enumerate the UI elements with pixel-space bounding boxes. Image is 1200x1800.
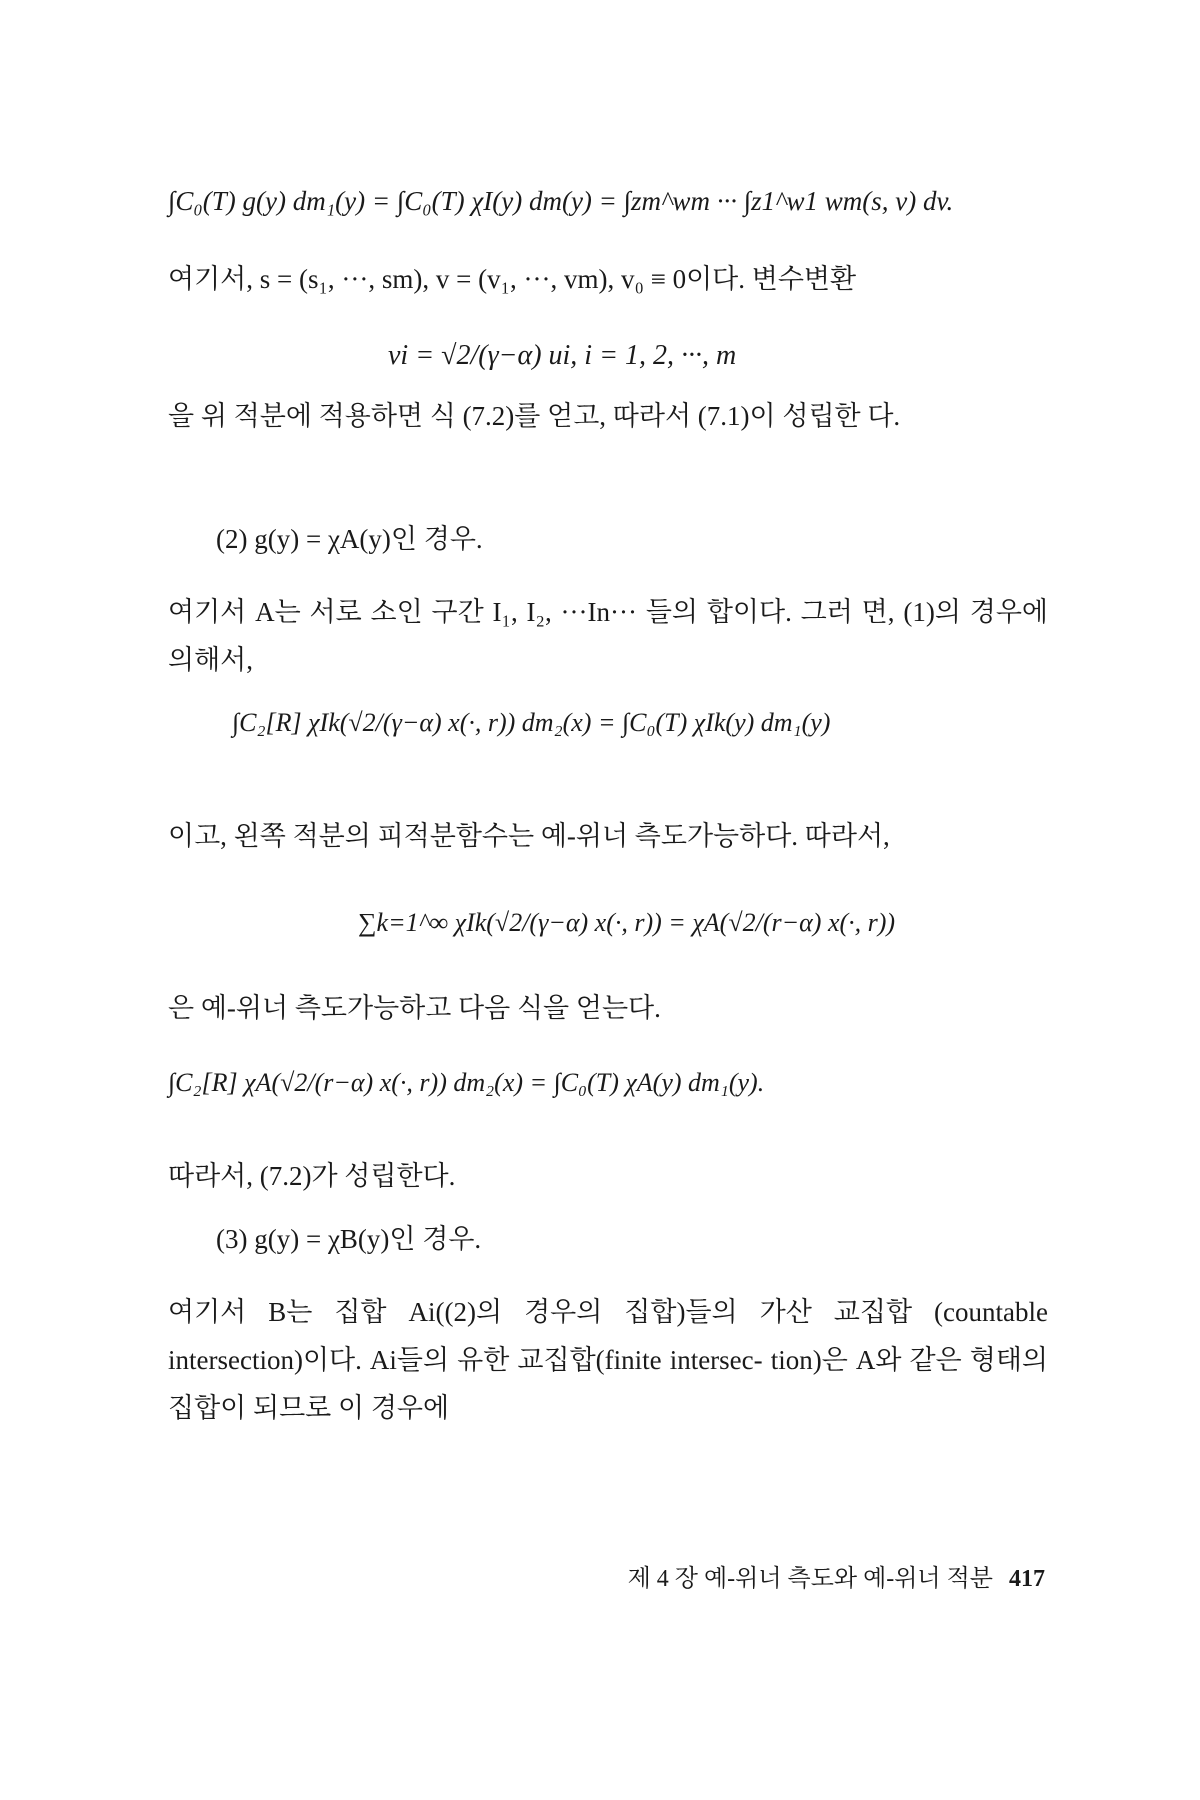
- page-footer: [628, 1558, 1045, 1593]
- paragraph-measurable-result: 은 예-위너 측도가능하고 다음 식을 얻는다.: [168, 993, 661, 1023]
- equation-interval-integral: ∫C₂[R] χIk(√2/(γ−α) x(·, r)) dm₂(x) = ∫C₀(T) χIk(y) dm₁(y): [232, 708, 831, 737]
- equation-series-sum: ∑k=1^∞ χIk(√2/(γ−α) x(·, r)) = χA(√2/(r−α) x(·, r)): [358, 908, 896, 937]
- equation-integral-transform: ∫C₀(T) g(y) dm₁(y) = ∫C₀(T) χI(y) dm(y) = ∫zm^wm ··· ∫z1^w1 wm(s, v) dv.: [168, 186, 954, 216]
- equation-set-integral: ∫C₂[R] χA(√2/(r−α) x(·, r)) dm₂(x) = ∫C₀(T) χA(y) dm₁(y).: [168, 1068, 765, 1097]
- paragraph-measurable-integrand: 이고, 왼쪽 적분의 피적분함수는 예-위너 측도가능하다. 따라서,: [168, 821, 890, 851]
- equation-change-of-variable: vi = √2/(γ−α) ui, i = 1, 2, ···, m: [388, 340, 737, 371]
- case-2-heading: (2) g(y) = χA(y)인 경우.: [216, 524, 483, 554]
- paragraph-case-3: 여기서 B는 집합 Ai((2)의 경우의 집합)들의 가산 교집합 (countable intersection)이다. Ai들의 유한 교집합(finite intersec- tion)은 A와 같은 형태의 집합이 되므로 이 경우에: [168, 1297, 1048, 1423]
- paragraph-apply-transform: 을 위 적분에 적용하면 식 (7.2)를 얻고, 따라서 (7.1)이 성립한 다.: [168, 401, 901, 431]
- page-number: 417: [1009, 1566, 1045, 1592]
- paragraph-conclusion: 따라서, (7.2)가 성립한다.: [168, 1161, 456, 1191]
- paragraph-case-2: 여기서 A는 서로 소인 구간 I₁, I₂, ···In··· 들의 합이다. 그러 면, (1)의 경우에 의해서,: [168, 597, 1048, 675]
- footer-chapter-title: 제 4 장 예-위너 측도와 예-위너 적분: [627, 1566, 993, 1592]
- text-line-variables: 여기서, s = (s₁, ···, sm), v = (v₁, ···, vm), v₀ ≡ 0이다. 변수변환: [168, 264, 857, 294]
- case-3-heading: (3) g(y) = χB(y)인 경우.: [216, 1224, 482, 1254]
